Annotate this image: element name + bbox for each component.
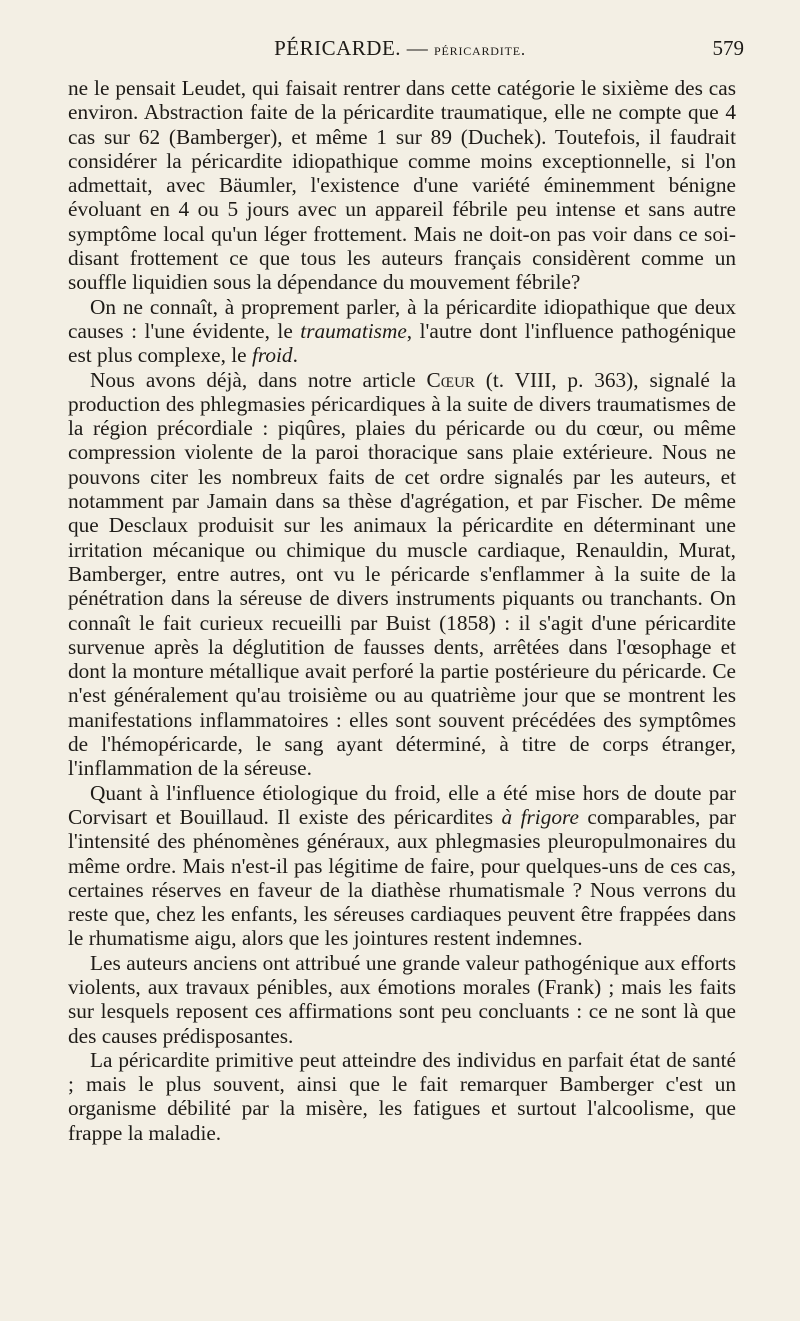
paragraph-3-text-a: Nous avons déjà, dans notre article: [90, 367, 427, 392]
paragraph-3-text-c: (t. VIII, p. 363), signalé la production des phlegmasies péricardiques à la suite de divers traumatismes de la région précordiale : piqûres, plaies du péricarde ou du cœur, ou même compression violente de la paroi thoracique sans plaie extérieure. Nous ne pouvons citer les nombreux faits de cet ordre signalés par les auteurs, et notamment par Jamain dans sa thèse d'agrégation, et par Fischer. De même que Desclaux produisit sur les animaux la péricardite en déterminant une irritation mécanique ou chimique du muscle cardiaque, Renauldin, Murat, Bamberger, entre autres, ont vu le péricarde s'enflammer à la suite de la pénétration dans la séreuse de divers instruments piquants ou tranchants. On connaît le fait curieux recueilli par Buist (1858) : il s'agit d'une péricardite survenue après la déglutition de fausses dents, arrêtées dans l'œsophage et dont la monture métallique avait perforé la partie postérieure du péricarde. Ce n'est généralement qu'au troisième ou au quatrième jour que se montrent les manifestations inflammatoires : elles sont souvent précédées des symptômes de l'hémopéricarde, le sang ayant déterminé, à titre de corps étranger, l'inflammation de la séreuse.: [68, 367, 736, 781]
page-number: 579: [712, 36, 744, 60]
paragraph-2: [68, 295, 736, 368]
paragraph-3: [68, 368, 736, 781]
paragraph-5: Les auteurs anciens ont attribué une grande valeur pathogénique aux efforts violents, aux travaux pénibles, aux émotions morales (Frank) ; mais les faits sur lesquels reposent ces affirmations sont peu concluants : ce ne sont là que des causes prédisposantes.: [68, 950, 736, 1048]
paragraph-2-text-c: , l'autre dont l'influence pathogénique est plus complexe, le: [68, 318, 736, 368]
paragraph-1: ne le pensait Leudet, qui faisait rentrer dans cette catégorie le sixième des cas environ. Abstraction faite de la péricardite traumatique, elle ne compte que 4 cas sur 62 (Bamberger), et même 1 sur 89 (Duchek). Toutefois, il faudrait considérer la péricardite idiopathique comme moins exceptionnelle, si l'on admettait, avec Bäumler, l'existence d'une variété éminemment bénigne évoluant en 4 ou 5 jours avec un appareil fébrile peu intense et sans autre symptôme local qu'un léger frottement. Mais ne doit-on pas voir dans ce soi-disant frottement ce que tous les auteurs français considèrent comme un souffle liquidien sous la dépendance du mouvement fébrile?: [68, 76, 736, 295]
header-title: [0, 36, 800, 61]
paragraph-4: [68, 781, 736, 951]
emphasis-a-frigore: à frigore: [501, 804, 579, 829]
header-title-main: PÉRICARDE. —: [274, 36, 435, 60]
cross-reference-coeur: Cœur: [426, 367, 475, 392]
running-header: [0, 36, 800, 70]
emphasis-froid: froid: [251, 343, 293, 368]
header-subtitle: péricardite.: [434, 40, 526, 59]
paragraph-2-text-e: .: [292, 343, 298, 368]
emphasis-traumatisme: traumatisme: [300, 318, 407, 343]
paragraph-4-text-c: comparables, par l'intensité des phénomènes généraux, aux phlegmasies pleuropulmonaires du même ordre. Mais n'est-il pas légitime de faire, pour quelques-uns de ces cas, certaines réserves en faveur de la diathèse rhumatismale ? Nous verrons du reste que, chez les enfants, les séreuses cardiaques peuvent être frappées dans le rhumatisme aigu, alors que les jointures restent indemnes.: [68, 804, 736, 951]
paragraph-4-text-a: Quant à l'influence étiologique du froid, elle a été mise hors de doute par Corvisart et Bouillaud. Il existe des péricardites: [68, 780, 736, 829]
paragraph-6: La péricardite primitive peut atteindre des individus en parfait état de santé ; mais le plus souvent, ainsi que le fait remarquer Bamberger c'est un organisme débilité par la misère, les fatigues et surtout l'alcoolisme, que frappe la maladie.: [68, 1047, 736, 1145]
body-text: [68, 76, 736, 1145]
paragraph-2-text-a: On ne connaît, à proprement parler, à la péricardite idiopathique que deux causes : l'une évidente, le: [68, 294, 736, 343]
